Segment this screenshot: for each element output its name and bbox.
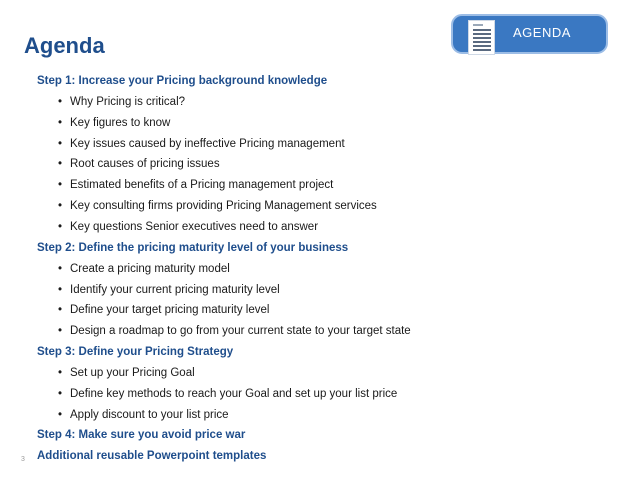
agenda-bullet-text: Set up your Pricing Goal	[70, 366, 195, 379]
bullet-dot-icon: •	[58, 387, 63, 400]
page-title: Agenda	[24, 33, 105, 58]
agenda-bullet-item	[58, 117, 170, 129]
agenda-bullet-item	[58, 200, 377, 212]
agenda-bullet-item	[58, 138, 345, 150]
agenda-bullet-item	[58, 263, 230, 275]
agenda-step-5: Additional reusable Powerpoint templates	[37, 450, 267, 463]
agenda-bullet-text: Key figures to know	[70, 116, 171, 129]
agenda-bullet-item	[58, 409, 229, 421]
badge-label: AGENDA	[513, 25, 571, 40]
agenda-bullet-item	[58, 325, 411, 337]
bullet-dot-icon: •	[58, 366, 63, 379]
agenda-step-4: Step 4: Make sure you avoid price war	[37, 429, 246, 442]
agenda-step-3: Step 3: Define your Pricing Strategy	[37, 346, 234, 359]
agenda-bullet-item	[58, 304, 269, 316]
agenda-step-1: Step 1: Increase your Pricing background knowledge	[37, 75, 328, 87]
agenda-bullet-text: Define your target pricing maturity level	[70, 304, 270, 317]
bullet-dot-icon: •	[58, 220, 63, 233]
agenda-bullet-item	[58, 284, 280, 296]
bullet-dot-icon: •	[58, 325, 63, 338]
agenda-bullet-text: Key issues caused by ineffective Pricing management	[70, 137, 345, 150]
agenda-bullet-item	[58, 179, 333, 191]
agenda-bullet-text: Why Pricing is critical?	[70, 95, 186, 108]
bullet-dot-icon: •	[58, 137, 63, 150]
bullet-dot-icon: •	[58, 158, 63, 171]
agenda-step-2: Step 2: Define the pricing maturity level of your business	[37, 241, 349, 254]
agenda-bullet-item	[58, 367, 195, 379]
agenda-bullet-text: Define key methods to reach your Goal and set up your list price	[70, 387, 398, 400]
page-number: 3	[21, 456, 25, 463]
bullet-dot-icon: •	[58, 95, 63, 108]
agenda-bullet-text: Design a roadmap to go from your current state to your target state	[70, 325, 411, 338]
bullet-dot-icon: •	[58, 262, 63, 275]
agenda-bullet-text: Root causes of pricing issues	[70, 158, 220, 171]
agenda-bullet-text: Create a pricing maturity model	[70, 262, 230, 275]
agenda-bullet-text: Identify your current pricing maturity level	[70, 283, 280, 296]
document-icon	[468, 20, 495, 55]
agenda-bullet-item	[58, 96, 185, 108]
bullet-dot-icon: •	[58, 116, 63, 129]
bullet-dot-icon: •	[58, 179, 63, 192]
bullet-dot-icon: •	[58, 408, 63, 421]
agenda-bullet-item	[58, 158, 220, 170]
agenda-bullet-text: Estimated benefits of a Pricing management project	[70, 179, 334, 192]
bullet-dot-icon: •	[58, 283, 63, 296]
agenda-bullet-text: Key questions Senior executives need to answer	[70, 220, 319, 233]
bullet-dot-icon: •	[58, 200, 63, 213]
agenda-bullet-text: Key consulting firms providing Pricing Management services	[70, 200, 377, 213]
agenda-bullet-item	[58, 221, 318, 233]
bullet-dot-icon: •	[58, 304, 63, 317]
agenda-bullet-item	[58, 388, 397, 400]
agenda-bullet-text: Apply discount to your list price	[70, 408, 229, 421]
agenda-badge	[451, 14, 608, 54]
